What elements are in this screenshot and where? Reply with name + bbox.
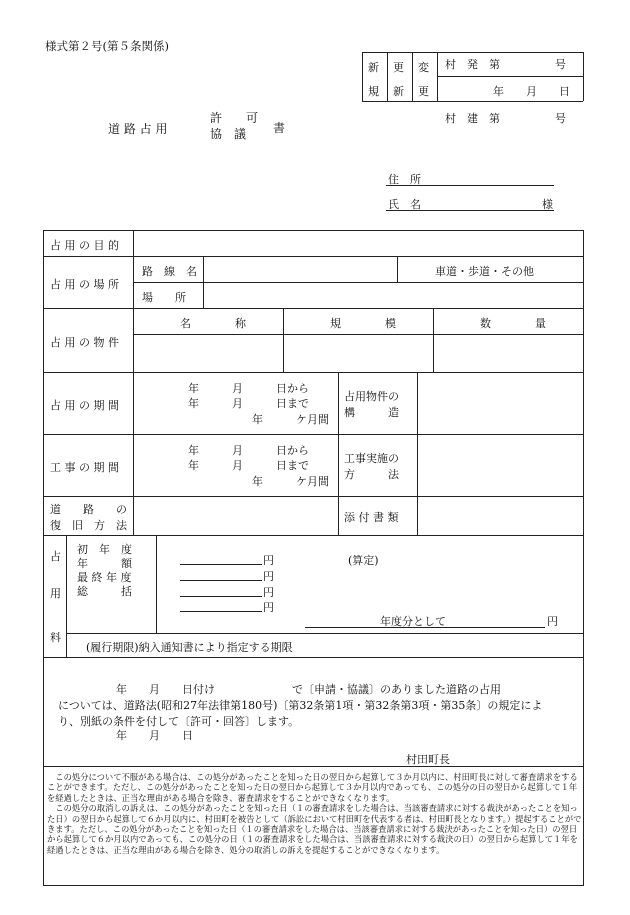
yen-2: 円	[263, 570, 274, 583]
fee-annual-yen: 円	[547, 615, 558, 628]
fee-label-first-year: 初 年 度	[77, 543, 132, 556]
reg-change-bottom: 更	[418, 85, 429, 98]
label-work-method-2: 方 法	[344, 468, 399, 481]
fee-side-2: 用	[50, 587, 61, 600]
fee-side-3: 料	[50, 631, 61, 644]
label-attachments: 添 付 書 類	[344, 511, 399, 524]
title-consult: 協 議	[210, 127, 247, 141]
reg-new-top: 新	[368, 61, 379, 74]
decision-line-3: り、別紙の条件を付して〔許可・回答〕します。	[58, 715, 300, 728]
label-restore-1: 道 路 の	[50, 503, 127, 516]
period-months: 年 ケ月間	[252, 413, 329, 426]
fee-label-total: 総 括	[77, 585, 132, 598]
fee-calculation: (算定)	[348, 554, 379, 567]
reg-issue-number: 村 発 第 号	[445, 58, 566, 71]
title-permit: 許 可	[210, 111, 259, 125]
mayor-name: 村田町長	[406, 753, 450, 766]
label-structure-1: 占用物件の	[344, 390, 399, 403]
yen-3: 円	[263, 586, 274, 599]
label-period: 占 用 の 期 間	[50, 399, 119, 412]
appeal-notes	[47, 772, 582, 855]
appeal-note-2: この処分の取消しの訴えは、この処分があったことを知った日（１の審査請求をした場合は、当該審査請求に対する裁決があったことを知った日）の翌日から起算して６か月以内に、村田町を被告として（訴訟において村田町を代表する者は、村田町長となります。）提起することができます。ただし、この処分があったことを知った日（１の審査請求をした場合は、当該審査請求に対する裁決があったことを知った日）の翌日から起算して６か月以内であっても、この処分の日（１の審査請求をした場合は、当該審査請求に対する裁決の日）の翌日から起算して１年を経過したときは、正当な理由がある場合を除き、処分の取消しの訴えを提起することができなくなります。	[47, 803, 582, 855]
reg-renew-bottom: 新	[393, 85, 404, 98]
label-location: 場 所	[142, 291, 186, 304]
decision-date: 年 月 日	[116, 729, 193, 742]
title-main: 道 路 占 用	[108, 122, 168, 136]
fee-side-1: 占	[50, 550, 61, 563]
label-structure-2: 構 造	[344, 406, 399, 419]
name-line	[386, 210, 554, 211]
reg-renew-top: 更	[393, 61, 404, 74]
title-suffix: 書	[273, 121, 286, 135]
address-label: 住 所	[388, 173, 421, 186]
decision-line-2: については、道路法(昭和27年法律第180号)〔第32条第1項・第32条第3項・第35条〕の規定によ	[58, 699, 543, 712]
work-to: 年 月 日まで	[188, 459, 309, 472]
construction-number: 村 建 第 号	[445, 112, 566, 125]
honorific: 様	[542, 198, 553, 211]
label-place: 占 用 の 場 所	[50, 278, 119, 291]
payment-deadline: (履行期限)納入通知書により指定する期限	[86, 641, 293, 654]
fee-label-annual: 年 額	[77, 557, 132, 570]
address-line	[386, 185, 554, 186]
period-from: 年 月 日から	[188, 382, 309, 395]
label-work-period: 工 事 の 期 間	[50, 461, 119, 474]
label-work-method-1: 工事実施の	[344, 452, 399, 465]
label-route-name: 路 線 名	[142, 265, 197, 278]
reg-new-bottom: 規	[368, 85, 379, 98]
road-type-options: 車道・歩道・その他	[435, 265, 534, 278]
form-number: 様式第２号(第５条関係)	[45, 39, 169, 53]
col-scale: 規 模	[330, 317, 396, 330]
col-name: 名 称	[180, 317, 246, 330]
work-from: 年 月 日から	[188, 444, 309, 457]
work-months: 年 ケ月間	[252, 475, 329, 488]
label-restore-2: 復 旧 方 法	[50, 519, 127, 532]
decision-text	[58, 682, 578, 730]
yen-4: 円	[263, 601, 274, 614]
fee-annual-portion: 年度分として	[380, 615, 446, 628]
label-object: 占 用 の 物 件	[50, 336, 119, 349]
fee-label-final-year: 最 終 年 度	[77, 571, 132, 584]
reg-change-top: 変	[418, 61, 429, 74]
yen-1: 円	[263, 554, 274, 567]
appeal-note-1: この処分について不服がある場合は、この処分があったことを知った日の翌日から起算して３か月以内に、村田町長に対して審査請求をすることができます。ただし、この処分があったことを知った日の翌日から起算して３か月以内であっても、この処分の日の翌日から起算して１年を経過したときは、正当な理由がある場合を除き、審査請求をすることができなくなります。	[47, 772, 578, 803]
label-purpose: 占 用 の 目 的	[50, 239, 119, 252]
period-to: 年 月 日まで	[188, 397, 309, 410]
name-label: 氏 名	[388, 198, 421, 211]
col-quantity: 数 量	[480, 317, 546, 330]
decision-line-1: 年 月 日付け で〔申請・協議〕のありました道路の占用	[116, 683, 501, 696]
reg-issue-date: 年 月 日	[493, 85, 570, 98]
